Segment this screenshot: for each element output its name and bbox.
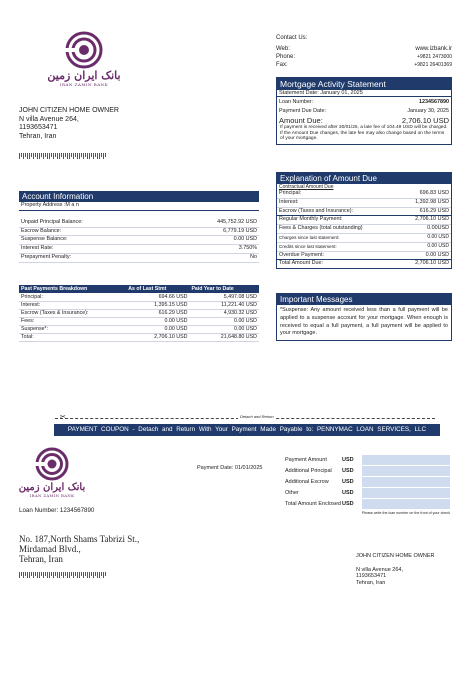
coupon-row-label: Other [285,490,299,496]
bank-logo-icon [44,30,124,70]
pp-cell: Suspense*: [19,325,126,333]
fax-value: +9821 26401369 [414,62,452,68]
property-address: Property Address :M a n [21,202,79,208]
coupon-row-currency: USD [342,490,354,496]
account-row-label: Suspense Balance: [21,236,68,243]
recipient-zip: 1193653471 [356,573,387,579]
pp-cell: Fees: [19,317,126,325]
account-row-label: Interest Rate: [21,245,54,252]
account-row-value: No [250,253,257,260]
customer-city: Tehran, Iran [19,132,57,140]
amount-due-label: Amount Due: [279,115,323,125]
explanation-row-value: 2,706.10 USD [415,216,449,223]
important-text: *Suspense: Any amount received less than a full payment will be applied to a suspense account for your mortgage. When enough is received to equal a full payment, a full payment will be applied to your mortgage. [280,307,448,337]
due-date-value: January 30, 2025 [407,107,449,114]
recipient-street: N villa Avenue 264, [356,566,403,573]
bank-address-line: Tehran, Iran [19,554,63,564]
loan-number-label: Loan Number: [279,99,314,105]
explanation-row-value: 0.00 USD [427,242,449,249]
coupon-row-additional-principal [282,466,450,477]
late-fee-notice: If payment is received after 30/01/25, a late fee of 104.49 USD will be charged. If the Amount Due changes, the late fee may also change based on the terms of your mortgage. [280,124,448,142]
table-row [19,293,259,301]
account-row-value: 445,752.92 USD [217,218,257,225]
pp-cell: 2,706.10 USD [126,333,189,341]
explanation-row-label: Total Amount Due: [279,260,324,267]
payment-amount-input[interactable] [362,455,450,465]
coupon-row-payment-amount [282,455,450,466]
pp-cell: Total: [19,333,126,341]
pp-cell: 5,497.08 USD [189,293,259,301]
coupon-row-other [282,488,450,499]
table-row [19,301,259,309]
coupon-row-currency: USD [342,479,354,485]
coupon-bank-name-en: IRAN ZAMIN BANK [29,493,75,498]
pp-header: As of Last Stmt [128,286,167,292]
account-row-label: Escrow Balance: [21,227,62,234]
important-panel [276,293,452,341]
bank-name-en: IRAN ZAMIN BANK [59,82,109,87]
explanation-row-value: 2,706.10 USD [415,260,449,267]
additional-principal-input[interactable] [362,466,450,476]
coupon-row-label: Additional Escrow [285,479,329,485]
account-title: Account Information [19,191,259,202]
coupon-row-currency: USD [342,468,354,474]
coupon-row-label: Total Amount Enclosed [285,501,341,507]
explanation-subtitle: Contractual Amount Due [279,184,334,190]
bank-name-fa: بانک ایران زمین [47,69,121,82]
web-value[interactable]: www.izbank.ir [415,46,452,52]
pp-header: Past Payments Breakdown [21,286,88,292]
table-row [19,309,259,317]
amount-due-value: 2,706.10 USD [401,115,449,125]
pp-cell: 11,221.40 USD [189,301,259,309]
pp-cell: Escrow (Taxes & Insurance): [19,309,126,317]
explanation-row-value: 1,392.98 USD [415,198,449,205]
explanation-row-value: 0.00USD [427,225,449,232]
explanation-row-label: Overdue Payment: [279,251,324,258]
coupon-banner: PAYMENT COUPON - Detach and Return With Your Payment Made Payable to: PENNYMAC LOAN SERVICES, LLC [54,424,440,436]
customer-zip: 1193653471 [19,124,58,131]
pp-cell: 0.00 USD [126,317,189,325]
statement-panel [276,77,452,145]
table-row [19,333,259,341]
pp-header: Paid Year to Date [191,286,234,292]
pp-cell: Interest: [19,301,126,309]
account-row-value: 0.00 USD [233,236,257,243]
customer-name: JOHN CITIZEN HOME OWNER [19,107,119,114]
coupon-row-currency: USD [342,457,354,463]
additional-escrow-input[interactable] [362,477,450,487]
explanation-row-value: 696.83 USD [419,190,449,196]
coupon-barcode [19,572,106,578]
other-amount-input[interactable] [362,488,450,498]
pp-cell: Principal: [19,293,126,301]
coupon-amount-fields [282,455,450,515]
pp-cell: 0.00 USD [189,325,259,333]
coupon-row-currency: USD [342,501,354,507]
fax-label: Fax: [276,62,288,68]
web-label: Web: [276,46,290,52]
pp-cell: 616.29 USD [126,309,189,317]
explanation-row-label: Credits since last statement: [279,243,337,249]
explanation-panel [276,172,452,269]
account-row-label: Unpaid Principal Balance: [21,218,83,225]
coupon-recipient [356,553,435,586]
account-row-value: 6,779.19 USD [223,227,257,234]
coupon-loan-number: Loan Number: 1234567890 [19,507,95,514]
postal-barcode [19,153,106,159]
past-payments-panel [19,285,259,342]
recipient-city: Tehran, Iran [356,579,386,586]
bank-logo-icon [17,446,87,482]
explanation-title: Explanation of Amount Due [277,173,451,184]
pp-cell: 0.00 USD [189,317,259,325]
phone-label: Phone: [276,54,296,60]
coupon-row-additional-escrow [282,477,450,488]
account-row-label: Prepayment Penalty: [21,253,72,260]
loan-number-value: 1234567890 [419,99,449,105]
pp-cell: 21,648.80 USD [189,333,259,341]
explanation-row-value: 0.00 USD [425,251,449,258]
coupon-bank-logo [17,446,87,504]
coupon-payment-date: Payment Date: 01/01/2025 [197,465,263,471]
contact-title: Contact Us: [276,35,308,41]
explanation-row-label: Escrow (Taxes and Insurance): [279,207,354,214]
table-row [19,325,259,333]
explanation-row-label: Principal: [279,190,302,196]
pp-cell: 1,395.15 USD [126,301,189,309]
explanation-row-value: 616.29 USD [419,207,449,214]
bank-logo [44,30,124,90]
total-amount-input[interactable] [362,499,450,509]
cut-text: Detach and Return [240,414,274,419]
customer-address [19,107,119,141]
important-title: Important Messages [277,294,451,305]
pp-cell: 0.00 USD [126,325,189,333]
table-row [19,317,259,325]
statement-title: Mortgage Activity Statement [277,78,451,90]
bank-address-line: No. 187,North Shams Tabrizi St., [19,534,140,544]
past-payments-table [19,285,259,342]
scissors-icon: ✂ [60,414,66,421]
explanation-row-label: Regular Monthly Payment: [279,216,343,223]
customer-street: N villa Avenue 264, [19,115,79,123]
account-row-value: 3.750% [238,245,257,252]
due-date-label: Payment Due Date: [279,107,327,114]
account-panel [19,191,259,263]
coupon-row-label: Payment Amount [285,457,327,463]
explanation-row-label: Charges since last statement: [279,234,340,240]
coupon-bank-name-fa: بانک ایران زمین [18,482,86,493]
explanation-row-label: Fees & Charges (total outstanding) [279,225,363,232]
bank-address-line: Mirdamad Blvd., [19,544,81,554]
explanation-row-label: Interest: [279,198,299,205]
explanation-row-value: 0.00 USD [427,233,449,240]
pp-cell: 4,930.32 USD [189,309,259,317]
pp-cell: 694.66 USD [126,293,189,301]
statement-date: Statement Date: January 01, 2025 [277,90,451,97]
phone-value: +9821 2473000 [417,54,452,60]
bank-return-address [19,534,139,564]
coupon-row-label: Additional Principal [285,468,332,474]
coupon-note: Please write the loan number on the front of your check [361,511,450,515]
recipient-name: JOHN CITIZEN HOME OWNER [356,553,435,559]
coupon-row-total [282,499,450,510]
contact-block [276,34,452,69]
